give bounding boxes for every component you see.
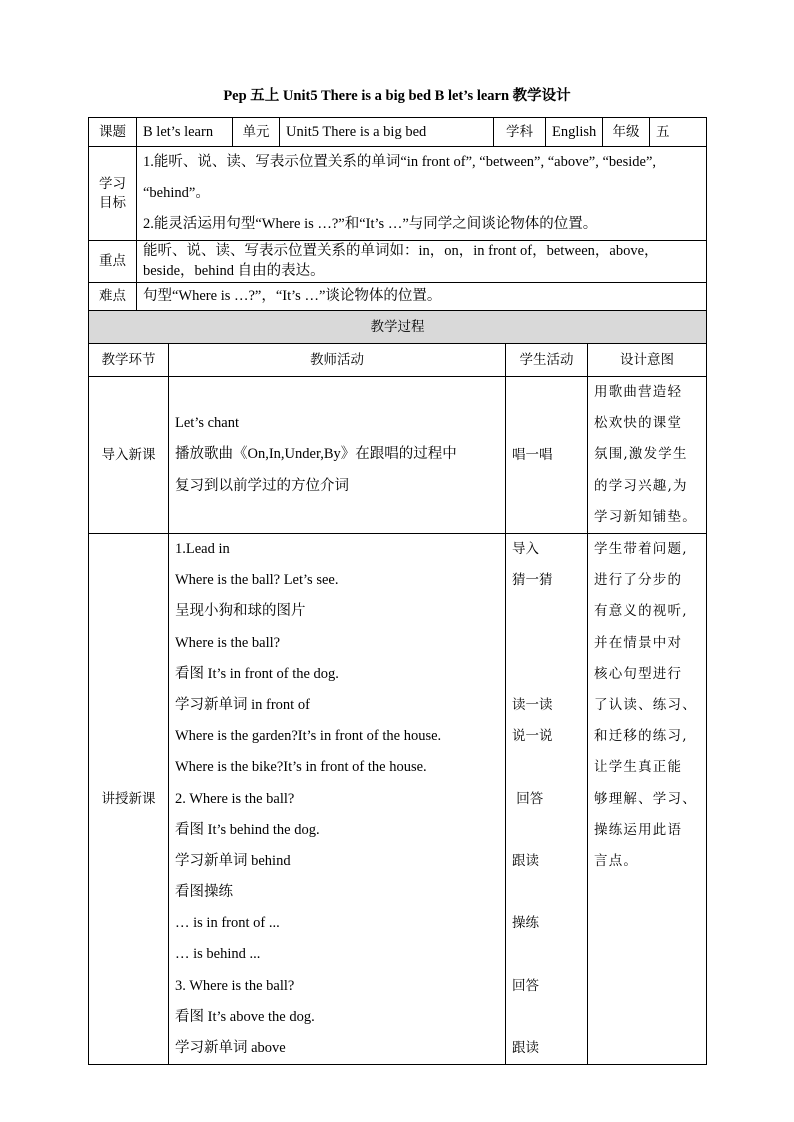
intent-line: 学习新知铺垫。	[594, 508, 697, 525]
teach-stage: 讲授新课	[89, 534, 169, 1065]
teacher-line: 看图操练	[175, 884, 233, 901]
key-line: 能听、说、读、写表示位置关系的单词如：in，on，in front of，between，above，	[143, 243, 659, 259]
difficulty-text: 句型“Where is …?”，“It’s …”谈论物体的位置。	[137, 282, 707, 311]
teacher-line: … is behind ...	[175, 946, 261, 963]
intent-line: 的学习兴趣,为	[594, 477, 688, 494]
teacher-line: 2. Where is the ball?	[175, 790, 295, 807]
grade-label: 年级	[603, 118, 650, 147]
teach-intent	[588, 534, 707, 1065]
student-line: 跟读	[512, 1040, 539, 1056]
teacher-line: Where is the bike?It’s in front of the house.	[175, 759, 427, 776]
teacher-line: … is in front of ...	[175, 915, 280, 932]
intent-line: 学生带着问题,	[594, 541, 688, 557]
teacher-line: Where is the garden?It’s in front of the house.	[175, 728, 442, 745]
intro-student: 唱一唱	[506, 377, 588, 534]
intent-line: 和迁移的练习,	[594, 728, 688, 745]
objective-line: 1.能听、说、读、写表示位置关系的单词“in front of”, “between”, “above”, “beside”,	[143, 154, 656, 170]
teacher-line: 学习新单词 in front of	[175, 696, 310, 713]
teacher-line: 看图 It’s behind the dog.	[175, 821, 320, 838]
student-line	[512, 815, 581, 846]
topic-value: B let’s learn	[137, 118, 233, 147]
unit-label: 单元	[233, 118, 280, 147]
key-label: 重点	[89, 241, 137, 283]
student-line	[512, 659, 581, 690]
student-line: 回答	[512, 977, 539, 994]
teacher-line: 播放歌曲《On,In,Under,By》在跟唱的过程中	[175, 446, 457, 463]
intent-line: 氛围,激发学生	[594, 446, 688, 463]
intent-line: 操练运用此语	[594, 821, 683, 838]
objectives-label-line: 学习	[99, 175, 126, 192]
teacher-line: 1.Lead in	[175, 541, 230, 557]
key-line: beside，behind 自由的表达。	[143, 263, 325, 280]
objectives-label-line: 目标	[99, 194, 126, 211]
header-stage: 教学环节	[89, 344, 169, 377]
student-line	[512, 628, 581, 659]
objective-line: 2.能灵活运用句型“Where is …?”和“It’s …”与同学之间谈论物体的位置。	[143, 216, 598, 232]
intent-line: 有意义的视听,	[594, 603, 688, 620]
objectives-text	[137, 147, 707, 241]
student-line	[512, 596, 581, 627]
difficulty-label: 难点	[89, 282, 137, 311]
student-line: 猜一猜	[512, 572, 553, 589]
process-table	[88, 310, 707, 1065]
student-line	[512, 1002, 581, 1033]
teacher-line: 看图 It’s in front of the dog.	[175, 665, 339, 682]
unit-value: Unit5 There is a big bed	[280, 118, 494, 147]
intent-line: 让学生真正能	[594, 759, 683, 776]
student-line: 回答	[512, 790, 544, 807]
intent-line: 用歌曲营造轻	[594, 384, 683, 401]
teacher-line: Let’s chant	[175, 415, 240, 432]
objectives-label	[89, 147, 137, 241]
teacher-line: 学习新单词 above	[175, 1040, 286, 1056]
key-points	[137, 241, 707, 283]
intent-line: 并在情景中对	[594, 634, 683, 651]
header-intent: 设计意图	[588, 344, 707, 377]
student-line	[512, 939, 581, 970]
header-teacher: 教师活动	[169, 344, 506, 377]
intro-teacher	[169, 377, 506, 534]
intro-intent	[588, 377, 707, 534]
intent-line: 够理解、学习、	[594, 790, 697, 807]
student-line: 操练	[512, 915, 539, 932]
teach-student	[506, 534, 588, 1065]
subject-label: 学科	[494, 118, 546, 147]
process-banner: 教学过程	[89, 311, 707, 344]
student-line	[512, 752, 581, 783]
intent-line: 松欢快的课堂	[594, 415, 683, 432]
teacher-line: Where is the ball? Let’s see.	[175, 572, 339, 589]
intent-line: 言点。	[594, 852, 639, 869]
page-title: Pep 五上 Unit5 There is a big bed B let’s learn 教学设计	[223, 88, 571, 104]
subject-value: English	[546, 118, 603, 147]
teacher-line: Where is the ball?	[175, 634, 281, 651]
student-line	[512, 877, 581, 908]
teacher-line: 3. Where is the ball?	[175, 977, 295, 994]
intent-line: 了认读、练习、	[594, 696, 697, 713]
header-student: 学生活动	[506, 344, 588, 377]
grade-value: 五	[650, 118, 707, 147]
student-line: 说一说	[512, 728, 553, 745]
objective-line: “behind”。	[143, 185, 210, 201]
teacher-line: 学习新单词 behind	[175, 852, 291, 869]
intent-line: 核心句型进行	[594, 665, 683, 682]
student-line: 读一读	[512, 696, 553, 713]
intent-line: 进行了分步的	[594, 572, 683, 589]
teacher-line: 看图 It’s above the dog.	[175, 1008, 315, 1025]
topic-label: 课题	[89, 118, 137, 147]
teacher-line: 复习到以前学过的方位介词	[175, 477, 349, 494]
teacher-line: 呈现小狗和球的图片	[175, 603, 306, 620]
student-line: 跟读	[512, 852, 539, 869]
intro-stage: 导入新课	[89, 377, 169, 534]
info-table	[88, 117, 707, 312]
student-line: 导入	[512, 541, 539, 557]
teach-teacher	[169, 534, 506, 1065]
